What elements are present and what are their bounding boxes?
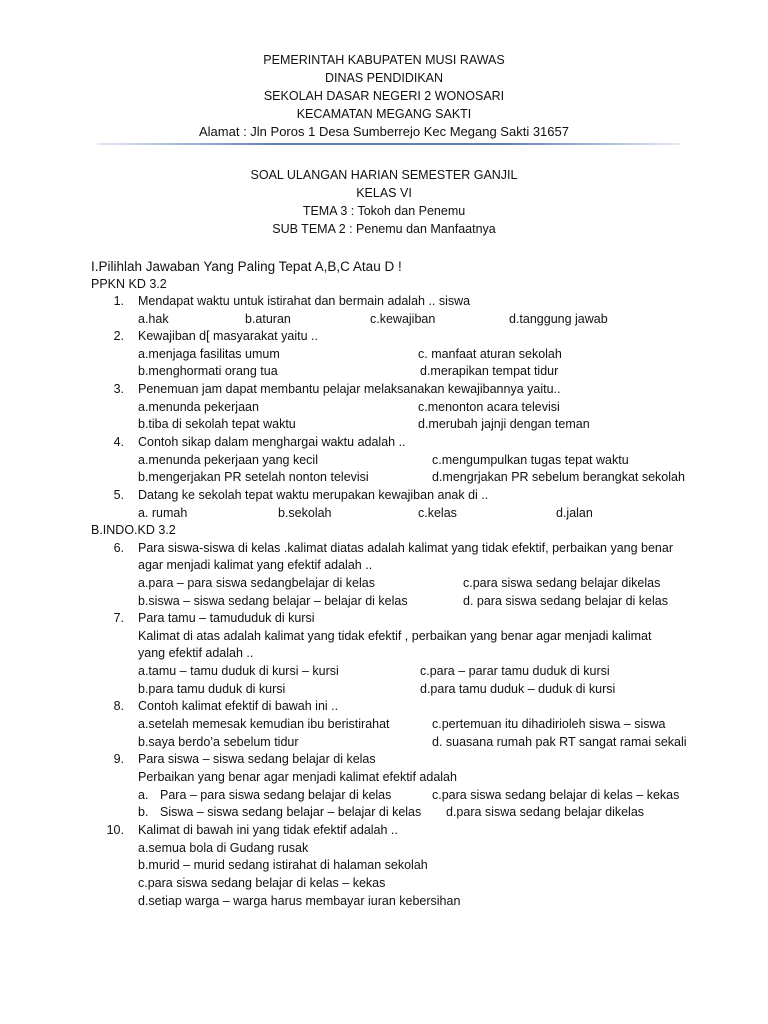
question-text: Para siswa-siswa di kelas .kalimat diatas adalah kalimat yang tidak efektif, perbaikan yang benar xyxy=(138,541,673,555)
exam-class: KELAS VI xyxy=(356,186,412,200)
instruction: I.Pilihlah Jawaban Yang Paling Tepat A,B,C Atau D ! xyxy=(91,259,402,274)
question-text: Kalimat di bawah ini yang tidak efektif adalah .. xyxy=(138,823,398,837)
header-department: DINAS PENDIDIKAN xyxy=(324,71,444,85)
question-text-cont: Kalimat di atas adalah kalimat yang tidak efektif , perbaikan yang benar agar menjadi kalimat xyxy=(138,629,652,643)
option-b: b.tiba di sekolah tepat waktu xyxy=(138,417,296,431)
exam-title: SOAL ULANGAN HARIAN SEMESTER GANJIL xyxy=(250,168,518,182)
option-b: b.menghormati orang tua xyxy=(138,364,278,378)
header-district: KECAMATAN MEGANG SAKTI xyxy=(296,107,472,121)
question-number: 1. xyxy=(113,294,124,308)
option-d: d.mengrjakan PR sebelum berangkat sekolah xyxy=(432,470,685,484)
option-d: d.setiap warga – warga harus membayar iuran kebersihan xyxy=(138,894,461,908)
option-a: Para – para siswa sedang belajar di kelas xyxy=(160,788,392,802)
exam-subtheme: SUB TEMA 2 : Penemu dan Manfaatnya xyxy=(272,222,496,236)
option-a: a.setelah memesak kemudian ibu beristirahat xyxy=(138,717,390,731)
question-number: 9. xyxy=(113,752,124,766)
option-c: c.para – parar tamu duduk di kursi xyxy=(420,664,610,678)
option-c: c.kelas xyxy=(418,506,457,520)
question-text: Datang ke sekolah tepat waktu merupakan kewajiban anak di .. xyxy=(138,488,489,502)
header-government: PEMERINTAH KABUPATEN MUSI RAWAS xyxy=(263,53,505,67)
option-d: d.jalan xyxy=(556,506,593,520)
option-c: c.menonton acara televisi xyxy=(418,400,560,414)
option-d: d. suasana rumah pak RT sangat ramai sekali xyxy=(432,735,687,749)
option-a: a. rumah xyxy=(138,506,188,520)
question-text: Para tamu – tamududuk di kursi xyxy=(138,611,315,625)
option-b-marker: b. xyxy=(138,805,149,819)
option-b: b.siswa – siswa sedang belajar – belajar di kelas xyxy=(138,594,408,608)
section-bindo: B.INDO.KD 3.2 xyxy=(91,523,176,537)
question-text: Para siswa – siswa sedang belajar di kelas xyxy=(138,752,376,766)
option-b: b.saya berdo’a sebelum tidur xyxy=(138,735,299,749)
question-number: 7. xyxy=(113,611,124,625)
option-c: c.para siswa sedang belajar dikelas xyxy=(463,576,661,590)
option-b: b.aturan xyxy=(245,312,291,326)
question-number: 8. xyxy=(113,699,124,713)
question-number: 6. xyxy=(113,541,124,555)
option-a: a.semua bola di Gudang rusak xyxy=(138,841,309,855)
section-ppkn: PPKN KD 3.2 xyxy=(91,277,167,291)
option-a-marker: a. xyxy=(138,788,149,802)
question-number: 3. xyxy=(113,382,124,396)
exam-theme: TEMA 3 : Tokoh dan Penemu xyxy=(302,204,466,218)
question-number: 5. xyxy=(113,488,124,502)
option-b: Siswa – siswa sedang belajar – belajar di kelas xyxy=(160,805,422,819)
header-divider xyxy=(97,143,680,145)
option-a: a.para – para siswa sedangbelajar di kelas xyxy=(138,576,375,590)
question-text: Contoh sikap dalam menghargai waktu adalah .. xyxy=(138,435,406,449)
header-school: SEKOLAH DASAR NEGERI 2 WONOSARI xyxy=(263,89,505,103)
question-text: Contoh kalimat efektif di bawah ini .. xyxy=(138,699,339,713)
question-text-cont: agar menjadi kalimat yang efektif adalah .. xyxy=(138,558,373,572)
question-text: Kewajiban d[ masyarakat yaitu .. xyxy=(138,329,318,343)
option-a: a.menunda pekerjaan yang kecil xyxy=(138,453,318,467)
question-text: Penemuan jam dapat membantu pelajar melaksanakan kewajibannya yaitu.. xyxy=(138,382,561,396)
option-d: d.merapikan tempat tidur xyxy=(420,364,559,378)
question-text-cont: yang efektif adalah .. xyxy=(138,646,254,660)
option-b: b.para tamu duduk di kursi xyxy=(138,682,286,696)
question-number: 4. xyxy=(113,435,124,449)
option-c: c.pertemuan itu dihadirioleh siswa – siswa xyxy=(432,717,666,731)
option-c: c. manfaat aturan sekolah xyxy=(418,347,562,361)
question-number: 10. xyxy=(106,823,124,837)
option-a: a.hak xyxy=(138,312,169,326)
option-b: b.murid – murid sedang istirahat di halaman sekolah xyxy=(138,858,428,872)
option-d: d.para tamu duduk – duduk di kursi xyxy=(420,682,616,696)
option-c: c.kewajiban xyxy=(370,312,436,326)
option-c: c.para siswa sedang belajar di kelas – kekas xyxy=(138,876,386,890)
option-d: d.tanggung jawab xyxy=(509,312,608,326)
question-number: 2. xyxy=(113,329,124,343)
question-text: Mendapat waktu untuk istirahat dan bermain adalah .. siswa xyxy=(138,294,471,308)
option-d: d.para siswa sedang belajar dikelas xyxy=(446,805,645,819)
option-a: a.menunda pekerjaan xyxy=(138,400,259,414)
question-text-cont: Perbaikan yang benar agar menjadi kalimat efektif adalah xyxy=(138,770,457,784)
option-d: d.merubah jajnji dengan teman xyxy=(418,417,590,431)
option-a: a.tamu – tamu duduk di kursi – kursi xyxy=(138,664,339,678)
option-a: a.menjaga fasilitas umum xyxy=(138,347,280,361)
option-b: b.sekolah xyxy=(278,506,332,520)
option-d: d. para siswa sedang belajar di kelas xyxy=(463,594,668,608)
option-c: c.para siswa sedang belajar di kelas – kekas xyxy=(432,788,680,802)
header-address: Alamat : Jln Poros 1 Desa Sumberrejo Kec Megang Sakti 31657 xyxy=(199,124,569,139)
option-b: b.mengerjakan PR setelah nonton televisi xyxy=(138,470,369,484)
option-c: c.mengumpulkan tugas tepat waktu xyxy=(432,453,629,467)
